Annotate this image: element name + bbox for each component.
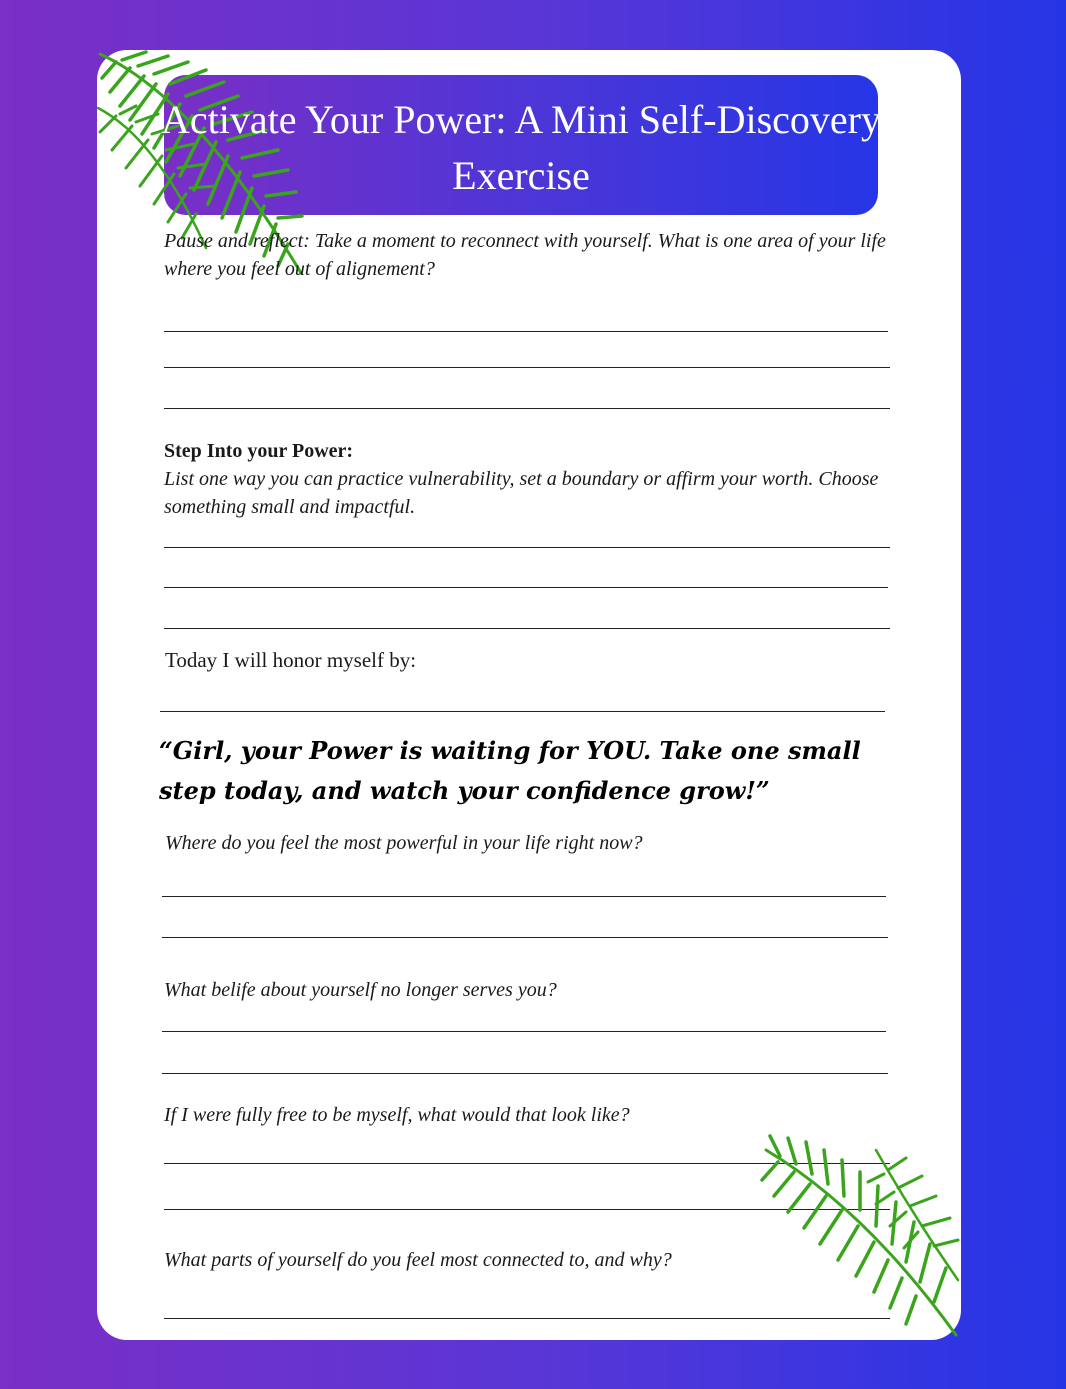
answer-line[interactable] bbox=[162, 937, 888, 938]
page-title: Activate Your Power: A Mini Self-Discovery Exercise bbox=[161, 97, 881, 198]
answer-line[interactable] bbox=[162, 896, 886, 897]
motivational-quote: “Girl, your Power is waiting for YOU. Take one small step today, and watch your confidence grow!” bbox=[159, 736, 861, 805]
answer-line[interactable] bbox=[162, 1073, 888, 1074]
question-prompt: What belife about yourself no longer serves you? bbox=[164, 979, 557, 1001]
question-prompt: If I were fully free to be myself, what would that look like? bbox=[164, 1104, 630, 1126]
question-prompt: Where do you feel the most powerful in your life right now? bbox=[165, 832, 643, 854]
question-prompt: What parts of yourself do you feel most connected to, and why? bbox=[164, 1249, 672, 1271]
answer-line[interactable] bbox=[164, 331, 888, 332]
step-prompt: List one way you can practice vulnerability, set a boundary or affirm your worth. Choose something small and impactful. bbox=[164, 468, 879, 518]
answer-line[interactable] bbox=[164, 367, 890, 368]
answer-line[interactable] bbox=[164, 1209, 890, 1210]
honor-prompt: Today I will honor myself by: bbox=[165, 648, 417, 672]
answer-line[interactable] bbox=[164, 547, 890, 548]
answer-line[interactable] bbox=[164, 628, 890, 629]
pause-prompt: Pause and reflect: Take a moment to reconnect with yourself. What is one area of your life where you feel out of alignement? bbox=[164, 230, 886, 280]
step-heading: Step Into your Power: bbox=[164, 440, 354, 462]
answer-line[interactable] bbox=[164, 1318, 890, 1319]
answer-line[interactable] bbox=[164, 408, 890, 409]
answer-line[interactable] bbox=[160, 711, 885, 712]
answer-line[interactable] bbox=[162, 1031, 886, 1032]
answer-line[interactable] bbox=[164, 587, 888, 588]
answer-line[interactable] bbox=[164, 1163, 890, 1164]
